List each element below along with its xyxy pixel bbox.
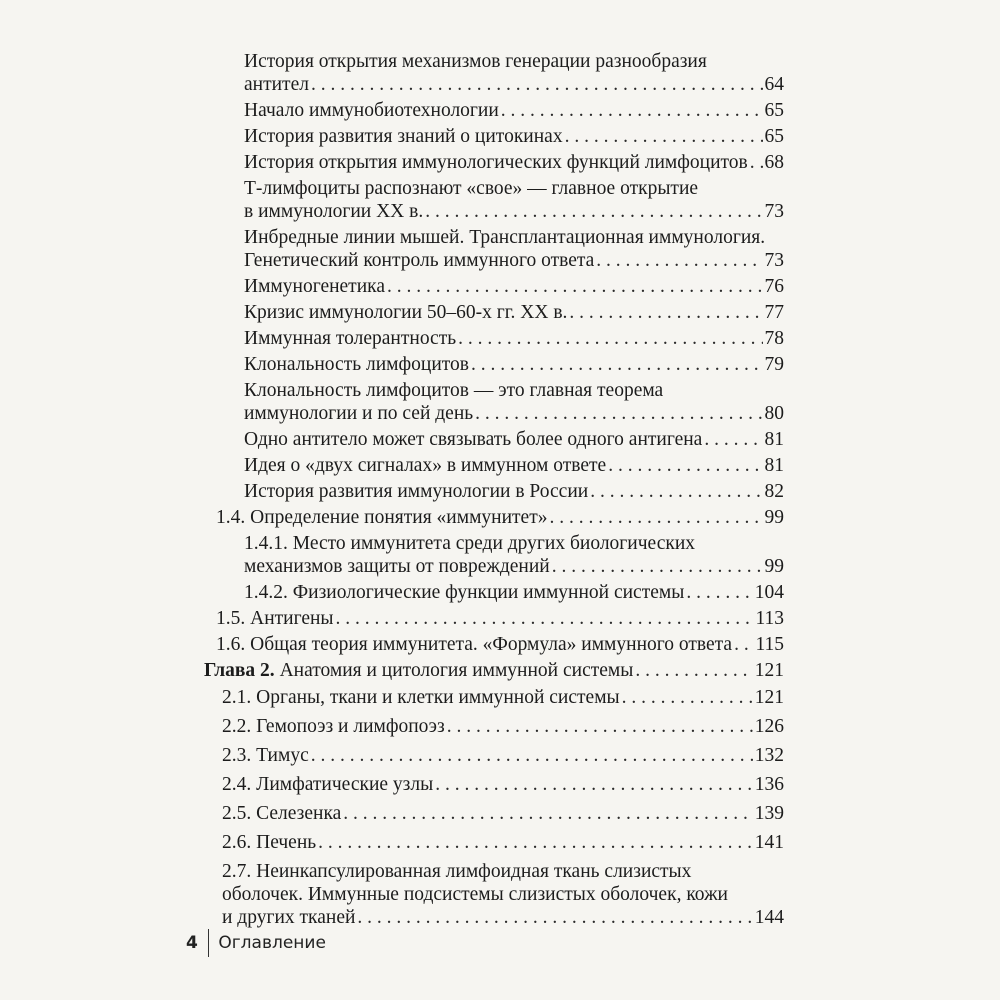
toc-page-number: 121 xyxy=(754,687,784,708)
leader-dots xyxy=(471,353,763,376)
toc-page-number: 80 xyxy=(764,403,784,424)
toc-chapter-2[interactable] xyxy=(204,659,784,682)
toc-entry[interactable] xyxy=(216,99,784,122)
leader-dots xyxy=(590,480,762,503)
toc-page-number: 126 xyxy=(754,716,784,737)
chapter-title: Анатомия и цитология иммунной системы xyxy=(279,660,634,681)
toc-page-number: 68 xyxy=(764,152,784,173)
toc-entry-title: 2.1. Органы, ткани и клетки иммунной системы xyxy=(222,687,620,708)
toc-page-number: 115 xyxy=(755,634,784,655)
leader-dots xyxy=(343,802,752,825)
toc-entry-line: 2.7. Неинкапсулированная лимфоидная ткань слизистых xyxy=(222,861,692,882)
toc-page-number: 77 xyxy=(764,302,784,323)
toc-page-number: 65 xyxy=(764,100,784,121)
toc-entry[interactable] xyxy=(216,379,784,425)
toc-page-number: 144 xyxy=(754,907,784,928)
toc-entry[interactable] xyxy=(216,480,784,503)
toc-page-number: 113 xyxy=(755,608,784,629)
toc-page-number: 78 xyxy=(764,328,784,349)
toc-section-2-5[interactable] xyxy=(216,802,784,825)
leader-dots xyxy=(387,275,763,298)
toc-entry-title: 2.5. Селезенка xyxy=(222,803,342,824)
toc-entry[interactable] xyxy=(216,226,784,272)
toc-entry[interactable] xyxy=(216,151,784,174)
toc-page-number: 73 xyxy=(764,201,784,222)
toc-page-number: 76 xyxy=(764,276,784,297)
footer-divider xyxy=(208,929,210,957)
toc-entry-line: Инбредные линии мышей. Трансплантационная иммунология. xyxy=(244,227,766,248)
leader-dots xyxy=(458,327,762,350)
toc-entry-title: Иммунная толерантность xyxy=(244,328,457,349)
toc-section-2-1[interactable] xyxy=(216,686,784,709)
toc-page-number: 65 xyxy=(764,126,784,147)
leader-dots xyxy=(608,454,762,477)
leader-dots xyxy=(596,249,762,272)
leader-dots xyxy=(704,428,762,451)
toc-entry-title: механизмов защиты от повреждений xyxy=(244,556,550,577)
leader-dots xyxy=(549,506,762,529)
toc-entry-title: антител xyxy=(244,74,309,95)
toc-entry[interactable] xyxy=(216,301,784,324)
footer-section-title: Оглавление xyxy=(218,933,326,953)
leader-dots xyxy=(435,773,753,796)
footer-page-number: 4 xyxy=(186,933,198,953)
toc-entry[interactable] xyxy=(216,125,784,148)
leader-dots xyxy=(318,831,753,854)
toc-page-number: 132 xyxy=(754,745,784,766)
toc-entry[interactable] xyxy=(216,353,784,376)
toc-entry-title: 1.5. Антигены xyxy=(216,608,334,629)
toc-page-number: 99 xyxy=(764,556,784,577)
toc-section-1-4-1[interactable] xyxy=(216,532,784,578)
leader-dots xyxy=(336,607,754,630)
toc-entry-title: 2.4. Лимфатические узлы xyxy=(222,774,434,795)
toc-entry-title: 1.4.2. Физиологические функции иммунной системы xyxy=(244,582,685,603)
leader-dots xyxy=(447,715,753,738)
toc-entry-title: в иммунологии XX в. xyxy=(244,201,424,222)
leader-dots xyxy=(686,581,752,604)
toc-entry-line: История открытия механизмов генерации разнообразия xyxy=(244,51,707,72)
toc-entry-line: Клональность лимфоцитов — это главная теорема xyxy=(244,380,664,401)
toc-page-number: 139 xyxy=(754,803,784,824)
toc-page-number: 136 xyxy=(754,774,784,795)
toc-entry-title: Генетический контроль иммунного ответа xyxy=(244,250,595,271)
leader-dots xyxy=(734,633,753,656)
toc-entry[interactable] xyxy=(216,327,784,350)
toc-page-number: 141 xyxy=(754,832,784,853)
toc-entry-title: Кризис иммунологии 50–60-х гг. XX в. xyxy=(244,302,568,323)
page-footer xyxy=(186,929,326,957)
toc-entry-title: Идея о «двух сигналах» в иммунном ответе xyxy=(244,455,607,476)
toc-section-2-7[interactable] xyxy=(216,860,784,929)
toc-entry-title: Иммуногенетика xyxy=(244,276,385,297)
toc-section-1-4[interactable] xyxy=(216,506,784,529)
toc-entry-line: оболочек. Иммунные подсистемы слизистых оболочек, кожи xyxy=(222,884,728,905)
toc-page-number: 104 xyxy=(754,582,784,603)
toc-entry[interactable] xyxy=(216,454,784,477)
toc-entry-title: Одно антитело может связывать более одного антигена xyxy=(244,429,703,450)
toc-page-number: 99 xyxy=(764,507,784,528)
toc-page-number: 82 xyxy=(764,481,784,502)
toc-entry-title: 1.6. Общая теория иммунитета. «Формула» иммунного ответа xyxy=(216,634,733,655)
toc-section-2-4[interactable] xyxy=(216,773,784,796)
toc-page-number: 81 xyxy=(764,455,784,476)
toc-section-2-2[interactable] xyxy=(216,715,784,738)
toc-entry-title: и других тканей xyxy=(222,907,356,928)
toc-page-number: 73 xyxy=(764,250,784,271)
toc-entry-title: иммунологии и по сей день xyxy=(244,403,474,424)
toc-entry-title: 2.6. Печень xyxy=(222,832,317,853)
toc-section-2-6[interactable] xyxy=(216,831,784,854)
toc-entry-title: 2.2. Гемопоэз и лимфопоэз xyxy=(222,716,445,737)
toc-entry[interactable] xyxy=(216,428,784,451)
leader-dots xyxy=(622,686,753,709)
leader-dots xyxy=(569,301,762,324)
toc-page-number: 81 xyxy=(764,429,784,450)
toc-section-1-5[interactable] xyxy=(216,607,784,630)
leader-dots xyxy=(357,906,752,929)
toc-page-number: 79 xyxy=(764,354,784,375)
chapter-label: Глава 2. xyxy=(204,660,275,681)
leader-dots xyxy=(311,73,763,96)
toc-entry-title: История развития иммунологии в России xyxy=(244,481,589,502)
toc-entry-title: 2.3. Тимус xyxy=(222,745,309,766)
toc-entry-title: История открытия иммунологических функций лимфоцитов xyxy=(244,152,748,173)
toc-page-number: 64 xyxy=(764,74,784,95)
leader-dots xyxy=(311,744,753,767)
leader-dots xyxy=(425,200,762,223)
toc-section-1-4-2[interactable] xyxy=(216,581,784,604)
leader-dots xyxy=(552,555,763,578)
leader-dots xyxy=(565,125,763,148)
toc-section-1-6[interactable] xyxy=(216,633,784,656)
toc-entry-title: Клональность лимфоцитов xyxy=(244,354,469,375)
toc-entry-title: Начало иммунобиотехнологии xyxy=(244,100,499,121)
toc-entry[interactable] xyxy=(216,177,784,223)
leader-dots xyxy=(635,659,752,682)
toc-entry-title: История развития знаний о цитокинах xyxy=(244,126,563,147)
toc-entry[interactable] xyxy=(216,50,784,96)
toc-entry-line: Т-лимфоциты распознают «свое» — главное открытие xyxy=(244,178,699,199)
leader-dots xyxy=(501,99,763,122)
toc-entry-title: 1.4. Определение понятия «иммунитет» xyxy=(216,507,548,528)
leader-dots xyxy=(475,402,762,425)
toc-page-number: 121 xyxy=(754,660,784,681)
toc-entry[interactable] xyxy=(216,275,784,298)
table-of-contents xyxy=(204,50,784,929)
toc-entry-line: 1.4.1. Место иммунитета среди других биологических xyxy=(244,533,696,554)
leader-dots xyxy=(750,151,763,174)
toc-section-2-3[interactable] xyxy=(216,744,784,767)
